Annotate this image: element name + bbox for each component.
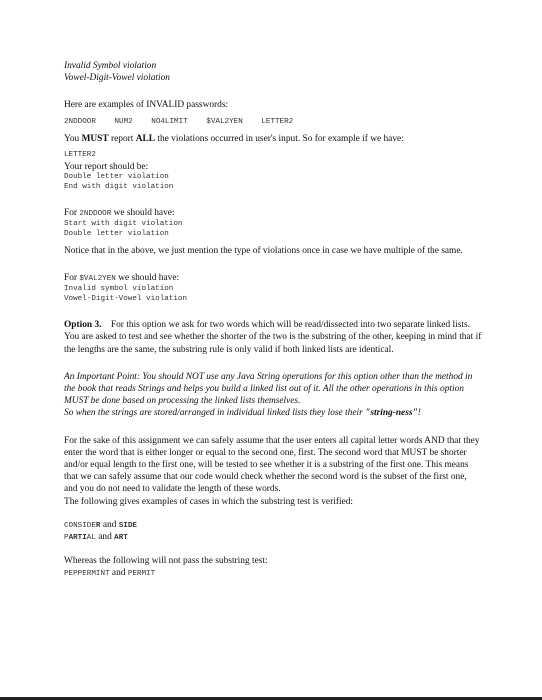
violation-type-2: Vowel-Digit-Vowel violation [64, 73, 170, 84]
example-2ndoor-heading: For 2NDDOOR we should have: [64, 208, 175, 219]
report-line: End with digit violation [64, 182, 174, 191]
violation-type-1: Invalid Symbol violation [64, 61, 157, 71]
invalid-example: LETTER2 [261, 117, 294, 126]
verified-example-1: CONSIDER and SIDE [64, 519, 137, 530]
example-sval2yen-heading: For $VAL2YEN we should have: [64, 273, 180, 284]
invalid-example: 2NDDOOR [64, 117, 96, 126]
document-page [64, 60, 482, 580]
report-line: Double letter violation [64, 229, 169, 238]
report-line: Vowel-Digit-Vowel violation [64, 294, 188, 303]
verified-example-2: PARTIAL and ART [64, 532, 128, 543]
not-pass-example: PEPPERMINT and PERMIT [64, 568, 156, 579]
example-input-letter2: LETTER2 [64, 151, 96, 160]
invalid-example: NO4LIMIT [151, 117, 188, 126]
report-label: Your report should be: [64, 162, 149, 172]
report-line: Start with digit violation [64, 219, 183, 228]
important-point-line2: So when the strings are stored/arranged in individual linked lists they lose their "string-ness"! [64, 408, 421, 419]
option3-paragraph: Option 3. For this option we ask for two words which will be read/dissected into two separate linked lists. You are asked to test and see whether the shorter of the two is the substring of the other, keeping in mind that if the lengths are the same, the substring rule is only valid if both linked lists are identical. [64, 320, 482, 355]
verified-intro: The following gives examples of cases in which the substring test is verified: [64, 496, 353, 507]
report-line: Double letter violation [64, 173, 169, 182]
invalid-examples [64, 118, 482, 128]
report-line: Invalid symbol violation [64, 284, 174, 293]
invalid-intro: Here are examples of INVALID passwords: [64, 100, 229, 111]
assumption-paragraph: For the sake of this assignment we can safely assume that the user enters all capital letter words AND that they enter the word that is either longer or equal to the second one, first. The second word that MUST be shorter and/or equal length to the first one, will be tested to see whether it is a substring of the first one. This means that we can safely assume that our code would check whether the second word is the subset of the first one, and you do not need to validate the length of these words. [64, 435, 480, 495]
invalid-example: $VAL2YEN [206, 117, 243, 126]
notice-paragraph: Notice that in the above, we just mention the type of violations once in case we have multiple of the same. [64, 246, 463, 257]
must-report-line: You MUST report ALL the violations occurred in user's input. So for example if we have: [64, 134, 404, 145]
not-pass-intro: Whereas the following will not pass the substring test: [64, 555, 268, 566]
option3-label: Option 3. [64, 320, 102, 331]
invalid-example: NUM2 [114, 117, 133, 126]
important-point-paragraph: An Important Point: You should NOT use any Java String operations for this option other than the method in the book that reads Strings and helps you build a linked list out of it. All the other operations in this option MUST be done based on processing the linked lists themselves. [64, 371, 473, 407]
